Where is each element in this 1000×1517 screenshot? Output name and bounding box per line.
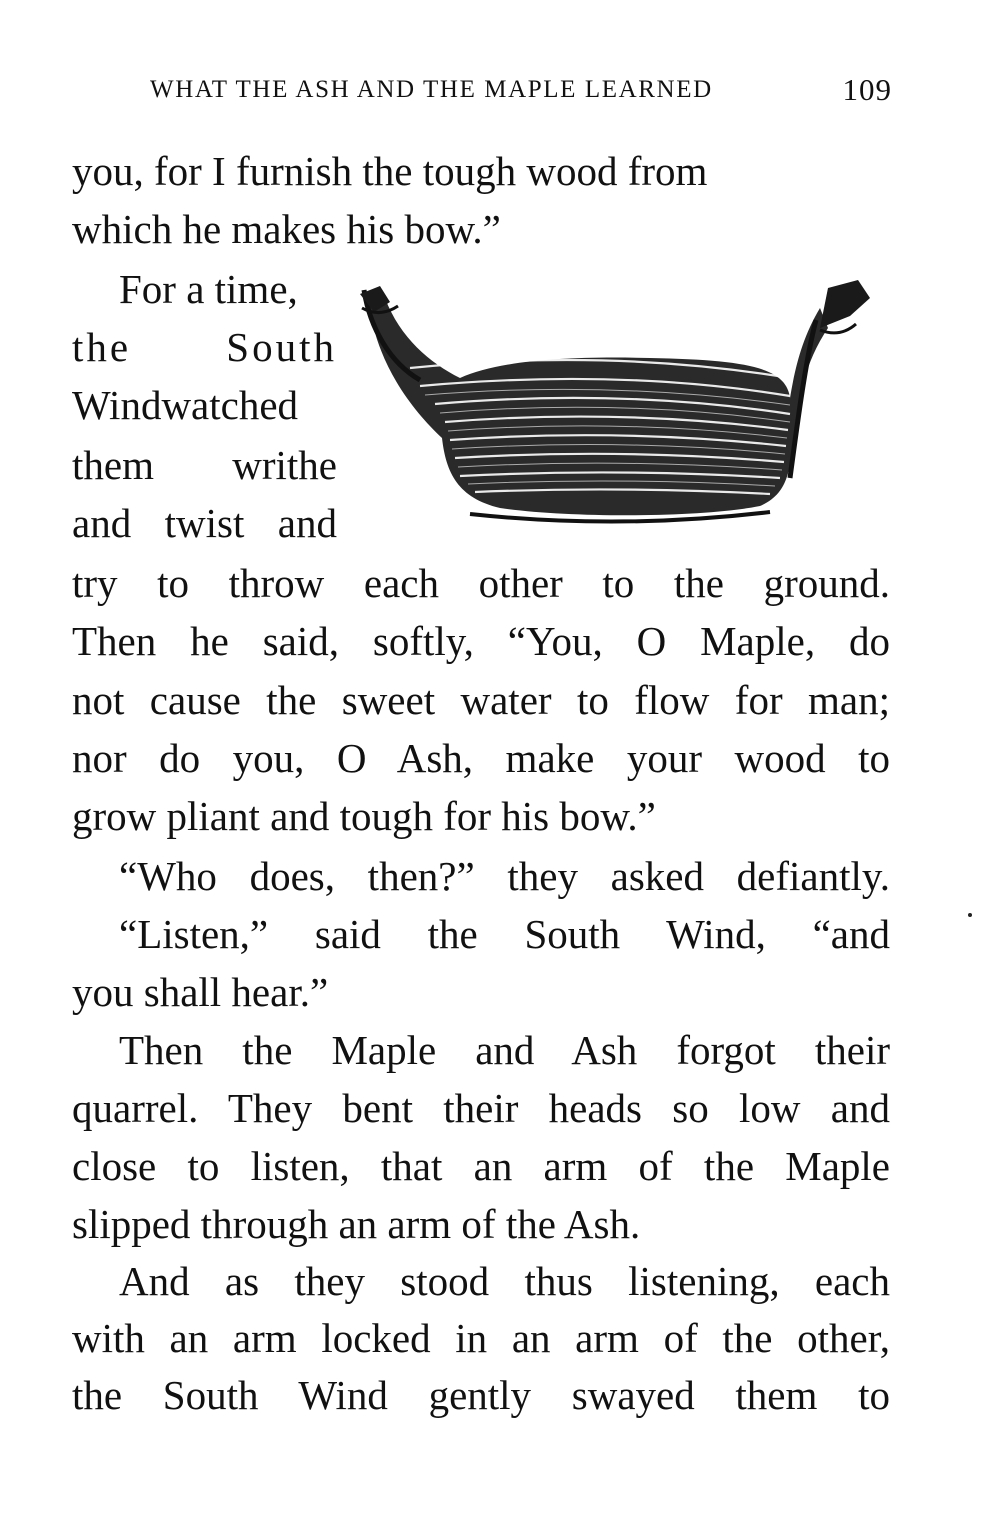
- woven-basket-illustration: [350, 268, 895, 530]
- text-line: try to throw each other to the ground.: [72, 560, 890, 606]
- text-line: For a time,: [119, 266, 298, 312]
- text-line: close to listen, that an arm of the Maple: [72, 1143, 890, 1189]
- text-line: which he makes his bow.”: [72, 206, 501, 252]
- text-line: you shall hear.”: [72, 969, 329, 1015]
- text-line: with an arm locked in an arm of the other,: [72, 1315, 890, 1361]
- page-number: 109: [842, 72, 892, 107]
- text-line: not cause the sweet water to flow for man;: [72, 677, 890, 723]
- running-title: WHAT THE ASH AND THE MAPLE LEARNED: [150, 76, 713, 103]
- text-line: slipped through an arm of the Ash.: [72, 1201, 641, 1247]
- running-header: [150, 72, 892, 116]
- text-line: Then he said, softly, “You, O Maple, do: [72, 618, 890, 664]
- text-line: “Listen,” said the South Wind, “and: [119, 911, 890, 957]
- print-speck: [968, 913, 972, 917]
- text-line: them writhe: [72, 442, 337, 488]
- text-line: nor do you, O Ash, make your wood to: [72, 735, 890, 781]
- text-line: you, for I furnish the tough wood from: [72, 148, 708, 194]
- text-line: the South: [72, 324, 337, 370]
- text-line: quarrel. They bent their heads so low and: [72, 1085, 890, 1131]
- text-line: grow pliant and tough for his bow.”: [72, 793, 656, 839]
- text-line: Then the Maple and Ash forgot their: [119, 1027, 890, 1073]
- text-line: “Who does, then?” they asked defiantly.: [119, 853, 890, 899]
- text-line: the South Wind gently swayed them to: [72, 1372, 890, 1418]
- text-line: and twist and: [72, 500, 337, 546]
- text-line: Windwatched: [72, 382, 299, 428]
- text-line: And as they stood thus listening, each: [119, 1258, 890, 1304]
